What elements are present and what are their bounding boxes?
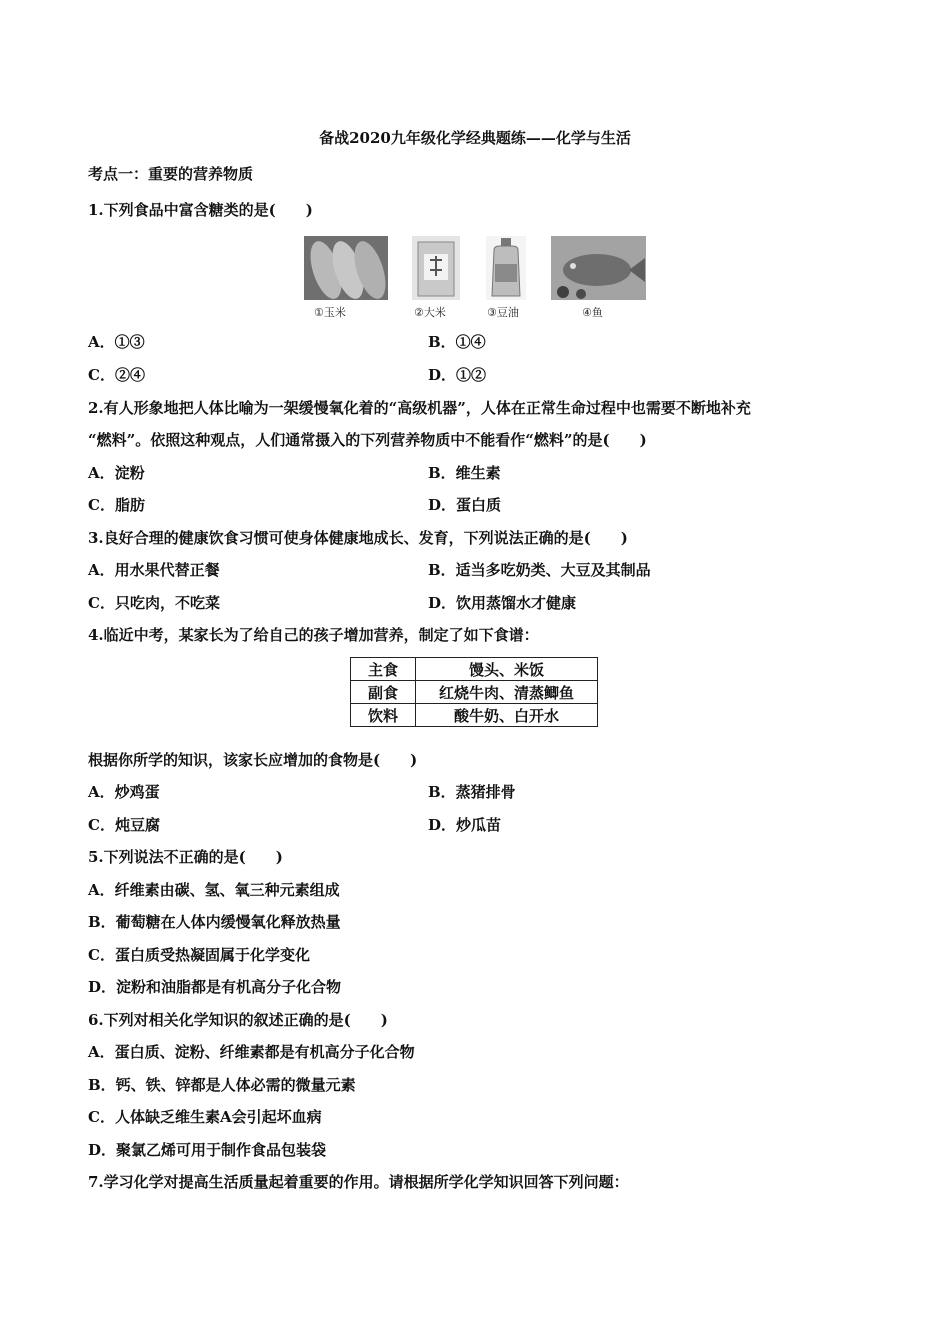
food-images: [304, 236, 648, 321]
menu-key: 副食: [351, 681, 416, 704]
q6-option-b: B．钙、铁、锌都是人体必需的微量元素: [88, 1076, 356, 1094]
q4-option-d: D．炒瓜苗: [428, 816, 502, 834]
menu-key: 主食: [351, 658, 416, 681]
q2-option-a: A．淀粉: [88, 464, 145, 482]
section-heading: 考点一：重要的营养物质: [88, 165, 254, 183]
q5-option-a: A．纤维素由碳、氢、氧三种元素组成: [88, 881, 340, 899]
question-5-stem: 5.下列说法不正确的是( ): [88, 848, 283, 866]
question-2-stem-line-1: 2.有人形象地把人体比喻为一架缓慢氧化着的“高级机器”，人体在正常生命过程中也需要不断地补充: [88, 399, 751, 417]
menu-value: 红烧牛肉、清蒸鲫鱼: [416, 681, 598, 704]
table-row: [351, 658, 598, 681]
q4-option-a: A．炒鸡蛋: [88, 783, 160, 801]
question-2-stem-line-2: “燃料”。依照这种观点，人们通常摄入的下列营养物质中不能看作“燃料”的是( ): [88, 431, 647, 449]
question-7-stem: 7.学习化学对提高生活质量起着重要的作用。请根据所学化学知识回答下列问题：: [88, 1173, 629, 1191]
question-1-stem: 1.下列食品中富含糖类的是( ): [88, 201, 313, 219]
soy-oil-bottle-photo-icon: [486, 236, 526, 300]
menu-value: 馒头、米饭: [416, 658, 598, 681]
q3-option-c: C．只吃肉，不吃菜: [88, 594, 220, 612]
q1-option-d: D．①②: [428, 366, 487, 384]
document-title: 备战2020九年级化学经典题练——化学与生活: [319, 129, 631, 147]
q6-option-a: A．蛋白质、淀粉、纤维素都是有机高分子化合物: [88, 1043, 415, 1061]
q5-option-b: B．葡萄糖在人体内缓慢氧化释放热量: [88, 913, 341, 931]
q2-option-c: C．脂肪: [88, 496, 145, 514]
menu-value: 酸牛奶、白开水: [416, 704, 598, 727]
question-6-stem: 6.下列对相关化学知识的叙述正确的是( ): [88, 1011, 388, 1029]
q3-option-a: A．用水果代替正餐: [88, 561, 220, 579]
q2-option-b: B．维生素: [428, 464, 501, 482]
q5-option-c: C．蛋白质受热凝固属于化学变化: [88, 946, 310, 964]
q3-option-b: B．适当多吃奶类、大豆及其制品: [428, 561, 651, 579]
image-caption: ④鱼: [582, 306, 603, 319]
menu-key: 饮料: [351, 704, 416, 727]
fish-photo-icon: [551, 236, 646, 300]
q4-option-c: C．炖豆腐: [88, 816, 160, 834]
rice-bag-photo-icon: [412, 236, 460, 300]
q6-option-c: C．人体缺乏维生素A会引起坏血病: [88, 1108, 322, 1126]
image-caption: ①玉米: [314, 306, 346, 319]
corn-photo-icon: [304, 236, 388, 300]
q1-option-b: B．①④: [428, 333, 486, 351]
q1-option-a: A．①③: [88, 333, 145, 351]
menu-table: [350, 657, 598, 727]
q5-option-d: D．淀粉和油脂都是有机高分子化合物: [88, 978, 342, 996]
q4-option-b: B．蒸猪排骨: [428, 783, 516, 801]
table-row: [351, 681, 598, 704]
image-caption: ③豆油: [487, 306, 519, 319]
q1-option-c: C．②④: [88, 366, 145, 384]
q3-option-d: D．饮用蒸馏水才健康: [428, 594, 577, 612]
question-4-stem: 4.临近中考，某家长为了给自己的孩子增加营养，制定了如下食谱：: [88, 626, 539, 644]
q2-option-d: D．蛋白质: [428, 496, 502, 514]
table-row: [351, 704, 598, 727]
q6-option-d: D．聚氯乙烯可用于制作食品包装袋: [88, 1141, 327, 1159]
question-4-question: 根据你所学的知识，该家长应增加的食物是( ): [88, 751, 418, 769]
question-3-stem: 3.良好合理的健康饮食习惯可使身体健康地成长、发育，下列说法正确的是( ): [88, 529, 628, 547]
image-caption: ②大米: [414, 306, 446, 319]
